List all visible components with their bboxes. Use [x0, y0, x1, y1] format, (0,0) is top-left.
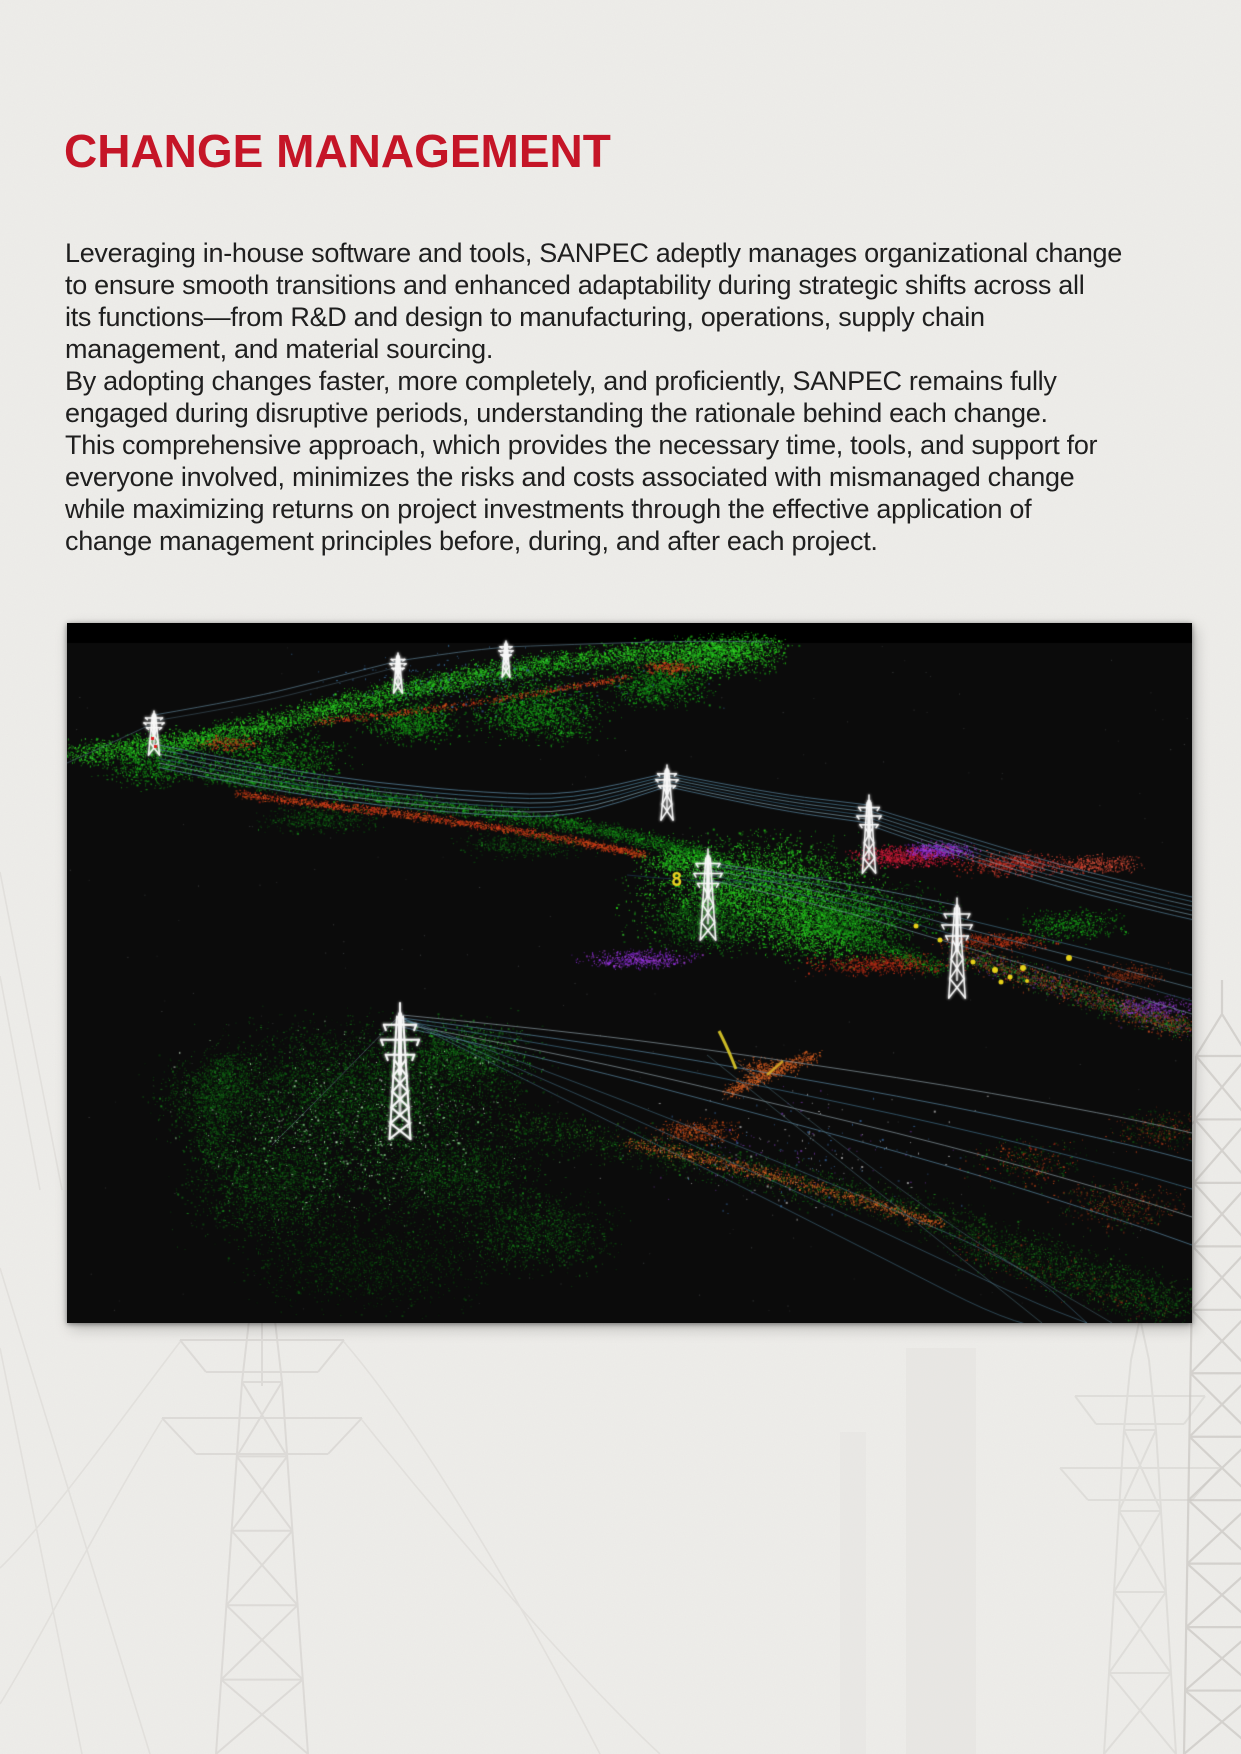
- page-title: CHANGE MANAGEMENT: [64, 125, 611, 177]
- body-line: everyone involved, minimizes the risks and costs associated with mismanaged change: [65, 462, 1075, 492]
- body-paragraph: [65, 237, 1200, 557]
- body-line: engaged during disruptive periods, understanding the rationale behind each change.: [65, 398, 1048, 428]
- body-line: Leveraging in-house software and tools, SANPEC adeptly manages organizational change: [65, 238, 1122, 268]
- body-line: This comprehensive approach, which provides the necessary time, tools, and support for: [65, 430, 1098, 460]
- lidar-pointcloud-canvas: [67, 623, 1192, 1323]
- body-line: while maximizing returns on project investments through the effective application of: [65, 494, 1032, 524]
- body-line: its functions—from R&D and design to manufacturing, operations, supply chain: [65, 302, 985, 332]
- body-line: management, and material sourcing.: [65, 334, 494, 364]
- body-line: to ensure smooth transitions and enhanced adaptability during strategic shifts across all: [65, 270, 1085, 300]
- body-line: By adopting changes faster, more completely, and proficiently, SANPEC remains fully: [65, 366, 1057, 396]
- lidar-pointcloud-figure: [67, 623, 1192, 1323]
- body-line: change management principles before, during, and after each project.: [65, 526, 878, 556]
